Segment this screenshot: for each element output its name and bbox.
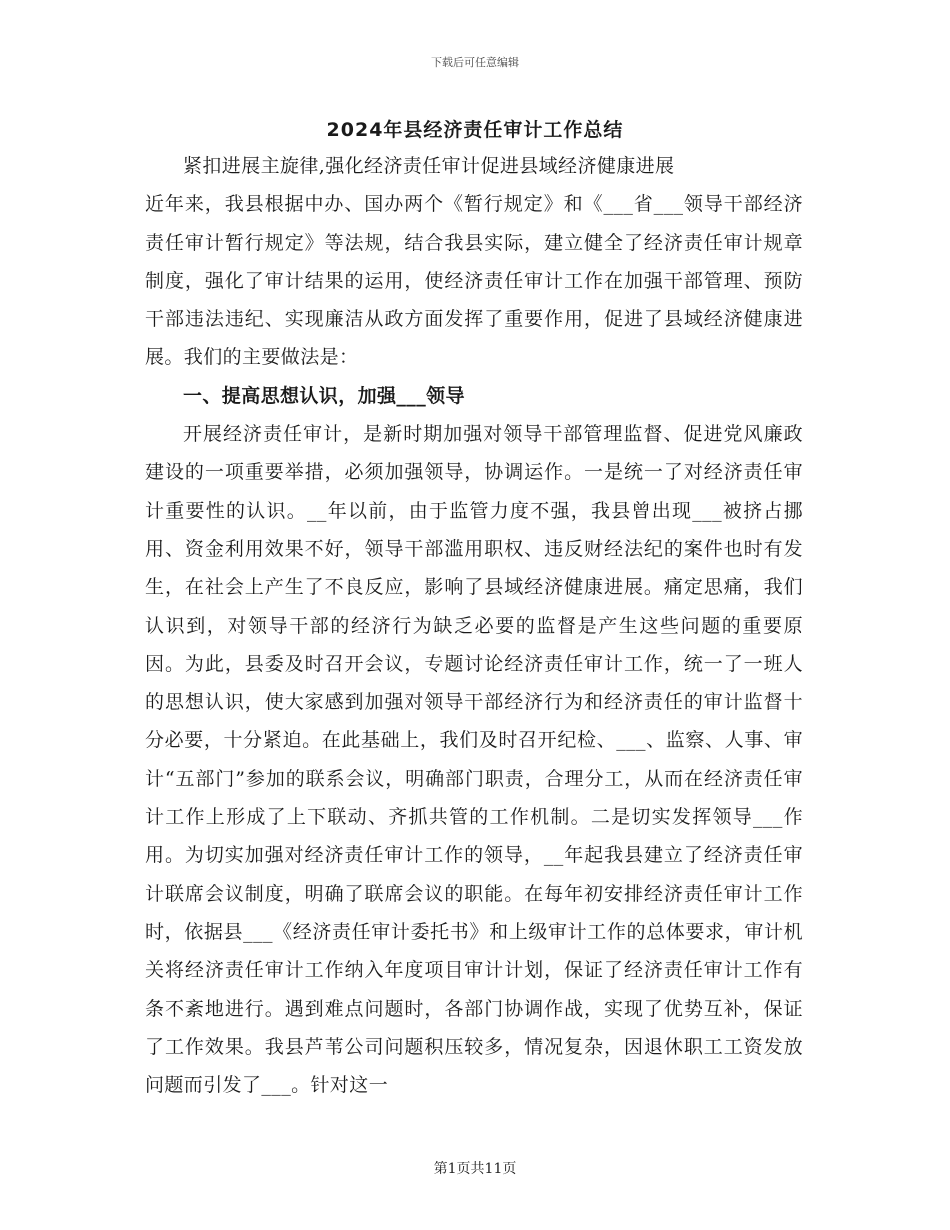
section-heading-1: 一、提高思想认识，加强___领导: [183, 384, 465, 407]
intro-paragraph: 近年来，我县根据中办、国办两个《暂行规定》和《___省___领导干部经济责任审计暂行规定》等法规，结合我县实际，建立健全了经济责任审计规章制度，强化了审计结果的运用，使经济责任审计工作在加强干部管理、预防干部违法违纪、实现廉洁从政方面发挥了重要作用，促进了县域经济健康进展。我们的主要做法是：: [145, 193, 803, 369]
body-paragraph-1: 开展经济责任审计，是新时期加强对领导干部管理监督、促进党风廉政建设的一项重要举措，必须加强领导，协调运作。一是统一了对经济责任审计重要性的认识。__年以前，由于监管力度不强，我县曾出现___被挤占挪用、资金利用效果不好，领导干部滥用职权、违反财经法纪的案件也时有发生，在社会上产生了不良反应，影响了县域经济健康进展。痛定思痛，我们认识到，对领导干部的经济行为缺乏必要的监督是产生这些问题的重要原因。为此，县委及时召开会议，专题讨论经济责任审计工作，统一了一班人的思想认识，使大家感到加强对领导干部经济行为和经济责任的审计监督十分必要，十分紧迫。在此基础上，我们及时召开纪检、___、监察、人事、审计“五部门”参加的联系会议，明确部门职责，合理分工，从而在经济责任审计工作上形成了上下联动、齐抓共管的工作机制。二是切实发挥领导___作用。为切实加强对经济责任审计工作的领导，__年起我县建立了经济责任审计联席会议制度，明确了联席会议的职能。在每年初安排经济责任审计工作时，依据县___《经济责任审计委托书》和上级审计工作的总体要求，审计机关将经济责任审计工作纳入年度项目审计计划，保证了经济责任审计工作有条不紊地进行。遇到难点问题时，各部门协调作战，实现了优势互补，保证了工作效果。我县芦苇公司问题积压较多，情况复杂，因退休职工工资发放问题而引发了___。针对这一: [145, 423, 803, 1097]
document-body: [145, 147, 803, 1104]
document-title: 2024年县经济责任审计工作总结: [326, 119, 624, 141]
page-footer: 第1页共11页: [433, 1161, 517, 1177]
document-subtitle: 紧扣进展主旋律,强化经济责任审计促进县域经济健康进展: [183, 155, 675, 177]
header-note: 下载后可任意编辑: [431, 56, 519, 69]
